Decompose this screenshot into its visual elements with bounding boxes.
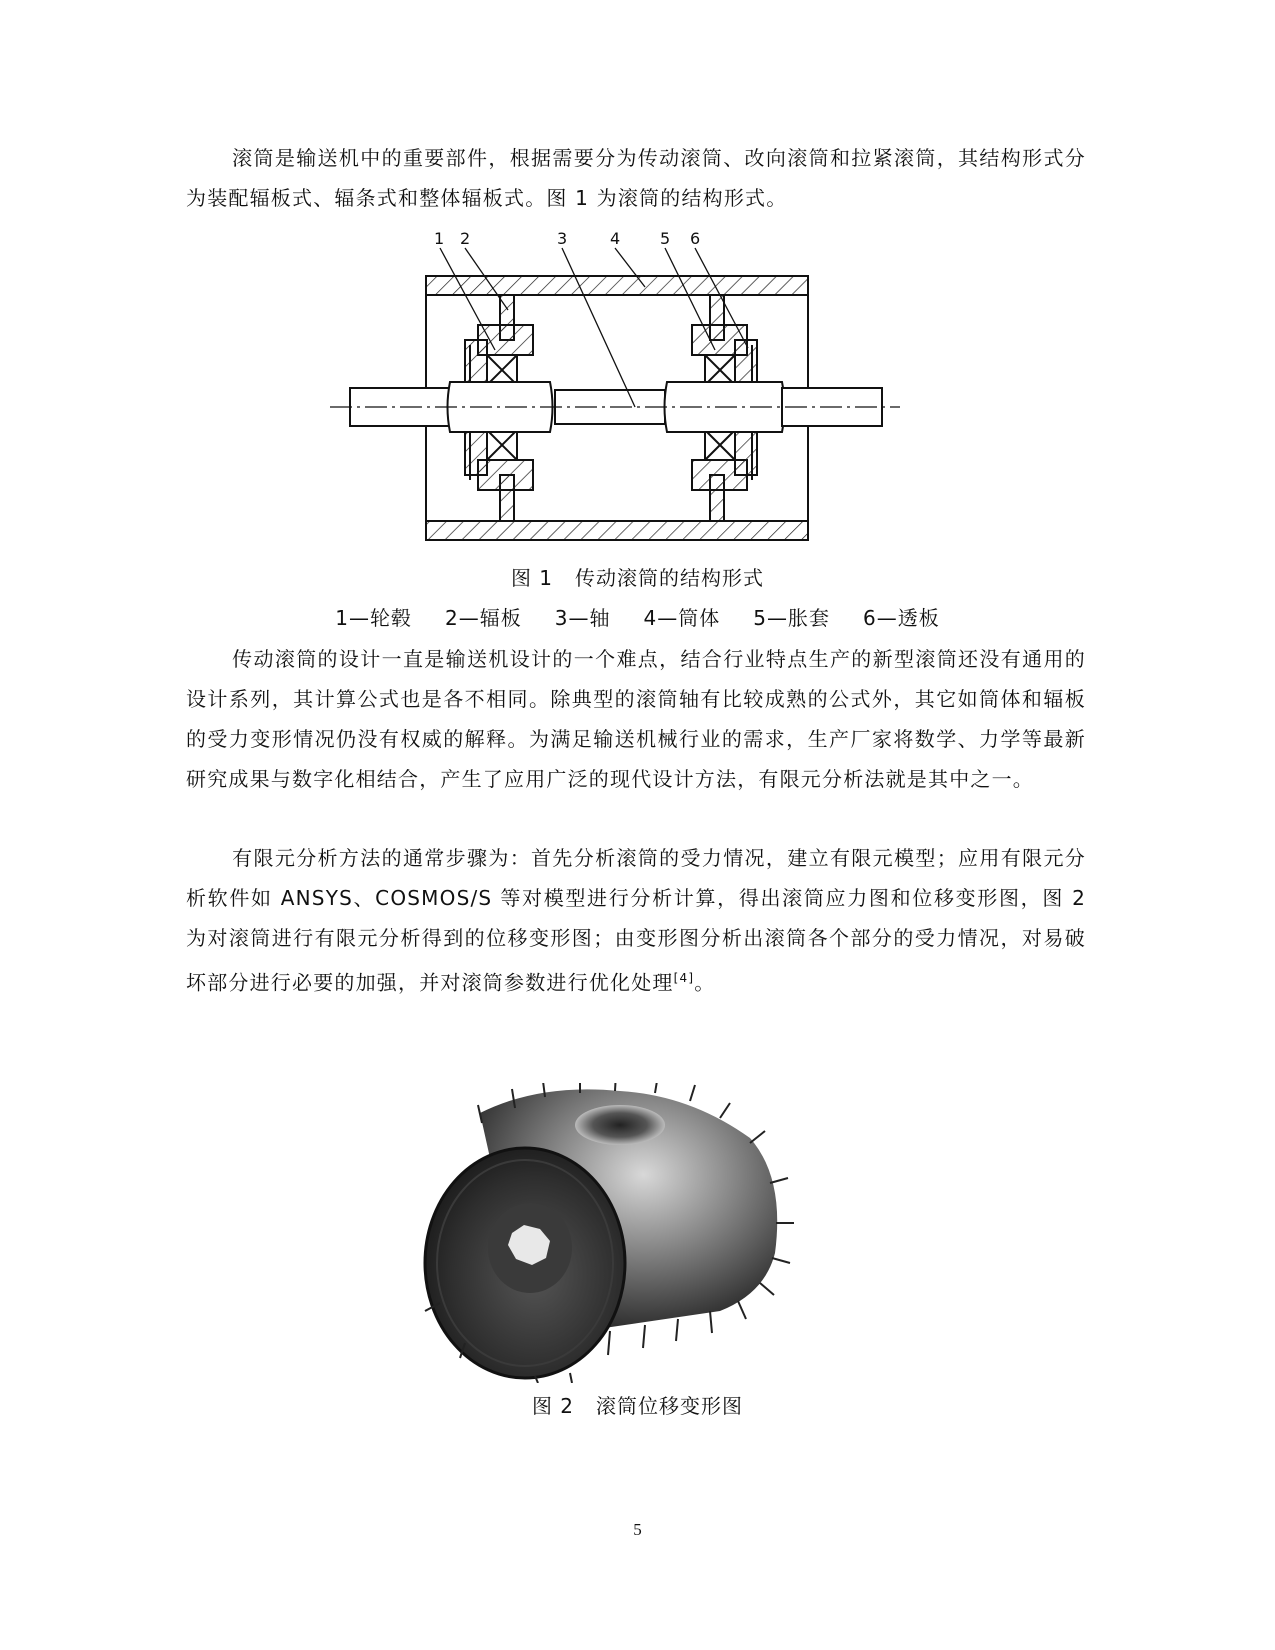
part-number-4: 4 [610,230,621,248]
figure-1-caption [0,562,1275,591]
legend-item: 5—胀套 [753,606,830,630]
legend-item: 1—轮毂 [335,606,413,630]
paragraph-design-difficulty-text: 传动滚筒的设计一直是输送机设计的一个难点，结合行业特点生产的新型滚筒还没有通用的设计系列，其计算公式也是各不相同。除典型的滚筒轴有比较成熟的公式外，其它如筒体和辐板的受力变形情况仍没有权威的解释。为满足输送机械行业的需求，生产厂家将数学、力学等最新研究成果与数字化相结合，产生了应用广泛的现代设计方法，有限元分析法就是其中之一。 [186,647,1086,791]
paragraph-fea-steps [186,838,1086,1003]
figure-1-legend [0,602,1275,631]
legend-item: 2—辐板 [445,606,522,630]
paragraph-fea-steps-end: 。 [694,970,716,995]
stress-hotspot [575,1105,665,1145]
figure-2-deformation-render [420,1083,820,1383]
figure-1-title: 传动滚筒的结构形式 [575,566,765,590]
figure-2-label: 图 2 [531,1394,575,1418]
part-number-3: 3 [557,230,568,248]
citation-ref: [4] [673,971,695,985]
paragraph-intro [186,138,1086,218]
legend-item: 3—轴 [554,606,611,630]
shell-bottom-wall [426,521,808,540]
figure-1-drum-structure-drawing [330,230,900,555]
shell-top-wall [426,276,808,295]
paragraph-intro-text: 滚筒是输送机中的重要部件，根据需要分为传动滚筒、改向滚筒和拉紧滚筒，其结构形式分为装配辐板式、辐条式和整体辐板式。图 1 为滚筒的结构形式。 [186,146,1086,210]
page-number: 5 [633,1520,642,1539]
legend-item: 4—筒体 [643,606,721,630]
part-number-5: 5 [660,230,671,248]
figure-2-title: 滚筒位移变形图 [596,1394,744,1418]
paragraph-design-difficulty [186,639,1086,799]
part-number-1: 1 [434,230,445,248]
paragraph-fea-steps-text: 有限元分析方法的通常步骤为：首先分析滚筒的受力情况，建立有限元模型；应用有限元分析软件如 ANSYS、COSMOS/S 等对模型进行分析计算，得出滚筒应力图和位移变形图，图 2 为对滚筒进行有限元分析得到的位移变形图；由变形图分析出滚筒各个部分的受力情况，对易破坏部分进行必要的加强，并对滚筒参数进行优化处理 [186,846,1086,995]
part-number-6: 6 [690,230,701,248]
figure-2-caption [0,1390,1275,1419]
legend-item: 6—透板 [862,606,940,630]
figure-1-label: 图 1 [510,566,554,590]
part-number-2: 2 [460,230,471,248]
